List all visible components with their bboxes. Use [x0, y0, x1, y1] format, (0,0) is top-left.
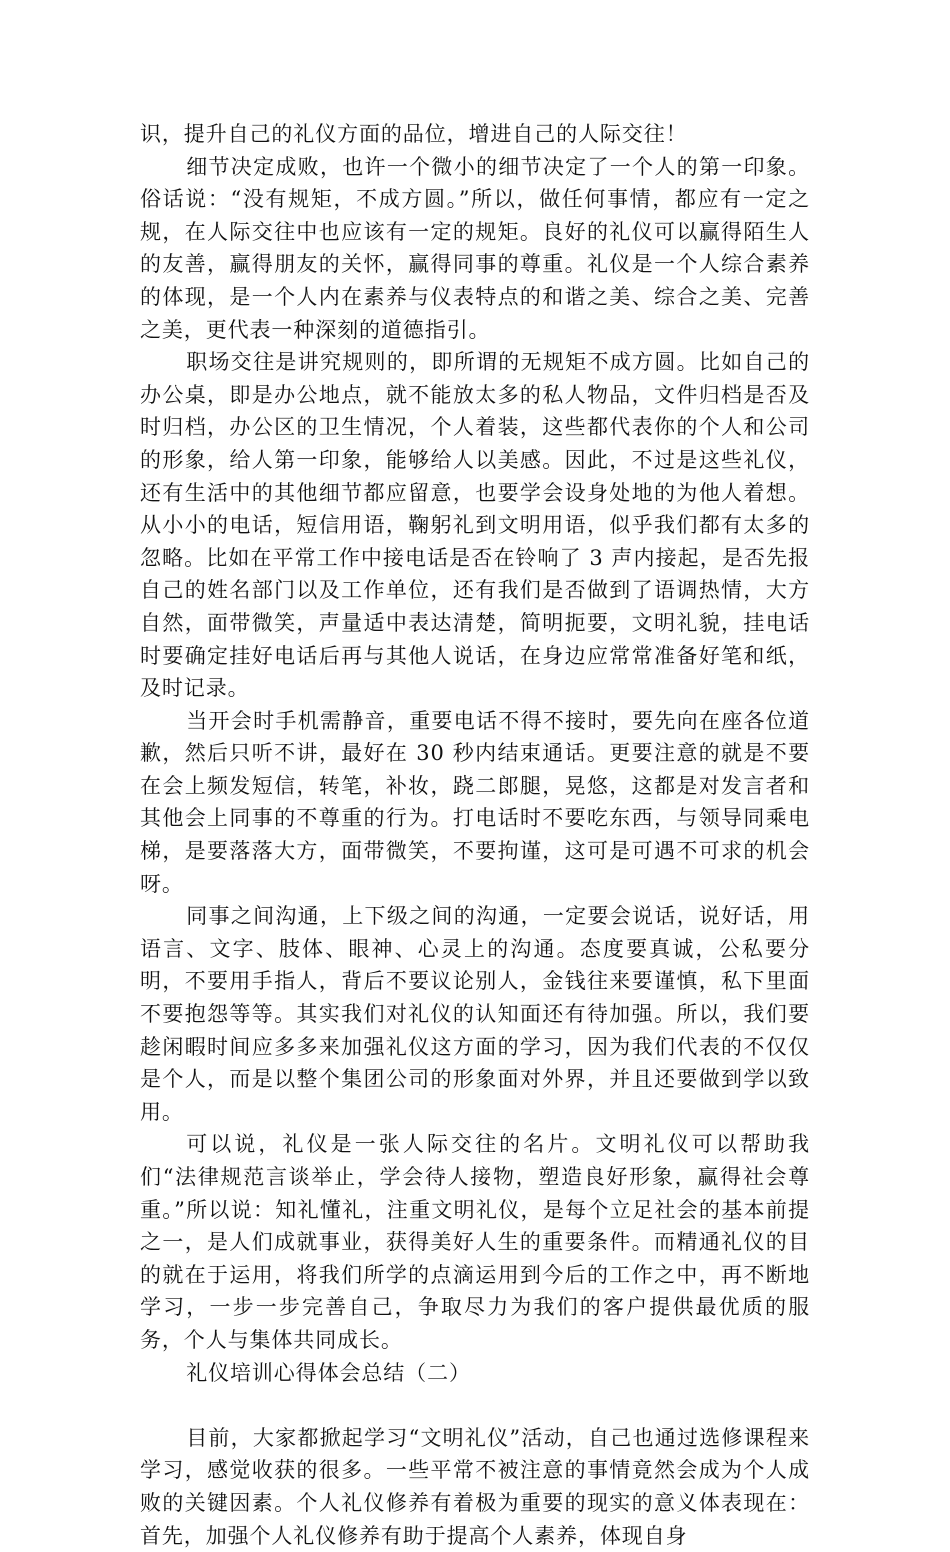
paragraph-5: 同事之间沟通，上下级之间的沟通，一定要会说话，说好话，用语言、文字、肢体、眼神、心灵上的沟通。态度要真诚，公私要分明，不要用手指人，背后不要议论别人，金钱往来要谨慎，私下里面不要抱怨等等。其实我们对礼仪的认知面还有待加强。所以，我们要趁闲暇时间应多多来加强礼仪这方面的学习，因为我们代表的不仅仅是个人，而是以整个集团公司的形象面对外界，并且还要做到学以致用。: [140, 904, 810, 1124]
section-heading: 礼仪培训心得体会总结（二）: [186, 1360, 471, 1385]
blank-line: [140, 1389, 810, 1422]
document-body: [140, 118, 810, 1552]
paragraph-6: 可以说，礼仪是一张人际交往的名片。文明礼仪可以帮助我们“法律规范言谈举止，学会待人接物，塑造良好形象，赢得社会尊重。”所以说：知礼懂礼，注重文明礼仪，是每个立足社会的基本前提之一，是人们成就事业，获得美好人生的重要条件。而精通礼仪的目的就在于运用，将我们所学的点滴运用到今后的工作之中，再不断地学习，一步一步完善自己，争取尽力为我们的客户提供最优质的服务，个人与集体共同成长。: [140, 1132, 810, 1352]
paragraph-4: 当开会时手机需静音，重要电话不得不接时，要先向在座各位道歉，然后只听不讲，最好在 30 秒内结束通话。更要注意的就是不要在会上频发短信，转笔，补妆，跷二郎腿，晃悠，这都是对发言者和其他会上同事的不尊重的行为。打电话时不要吃东西，与领导同乘电梯，是要落落大方，面带微笑，不要拘谨，这可是可遇不可求的机会呀。: [140, 708, 810, 896]
paragraph-2: 细节决定成败，也许一个微小的细节决定了一个人的第一印象。俗话说：“没有规矩，不成方圆。”所以，做任何事情，都应有一定之规，在人际交往中也应该有一定的规矩。良好的礼仪可以赢得陌生人的友善，赢得朋友的关怀，赢得同事的尊重。礼仪是一个人综合素养的体现，是一个人内在素养与仪表特点的和谐之美、综合之美、完善之美，更代表一种深刻的道德指引。: [140, 154, 810, 342]
paragraph-1: 识，提升自己的礼仪方面的品位，增进自己的人际交往！: [140, 122, 688, 146]
paragraph-7: 目前，大家都掀起学习“文明礼仪”活动，自己也通过选修课程来学习，感觉收获的很多。一些平常不被注意的事情竟然会成为个人成败的关键因素。个人礼仪修养有着极为重要的现实的意义体表现在：首先，加强个人礼仪修养有助于提高个人素养，体现自身: [140, 1425, 810, 1548]
paragraph-3: 职场交往是讲究规则的，即所谓的无规矩不成方圆。比如自己的办公桌，即是办公地点，就不能放太多的私人物品，文件归档是否及时归档，办公区的卫生情况，个人着装，这些都代表你的个人和公司的形象，给人第一印象，能够给人以美感。因此，不过是这些礼仪，还有生活中的其他细节都应留意，也要学会设身处地的为他人着想。从小小的电话，短信用语，鞠躬礼到文明用语，似乎我们都有太多的忽略。比如在平常工作中接电话是否在铃响了 3 声内接起，是否先报自己的姓名部门以及工作单位，还有我们是否做到了语调热情，大方自然，面带微笑，声量适中表达清楚，简明扼要，文明礼貌，挂电话时要确定挂好电话后再与其他人说话，在身边应常常准备好笔和纸，及时记录。: [140, 350, 810, 701]
